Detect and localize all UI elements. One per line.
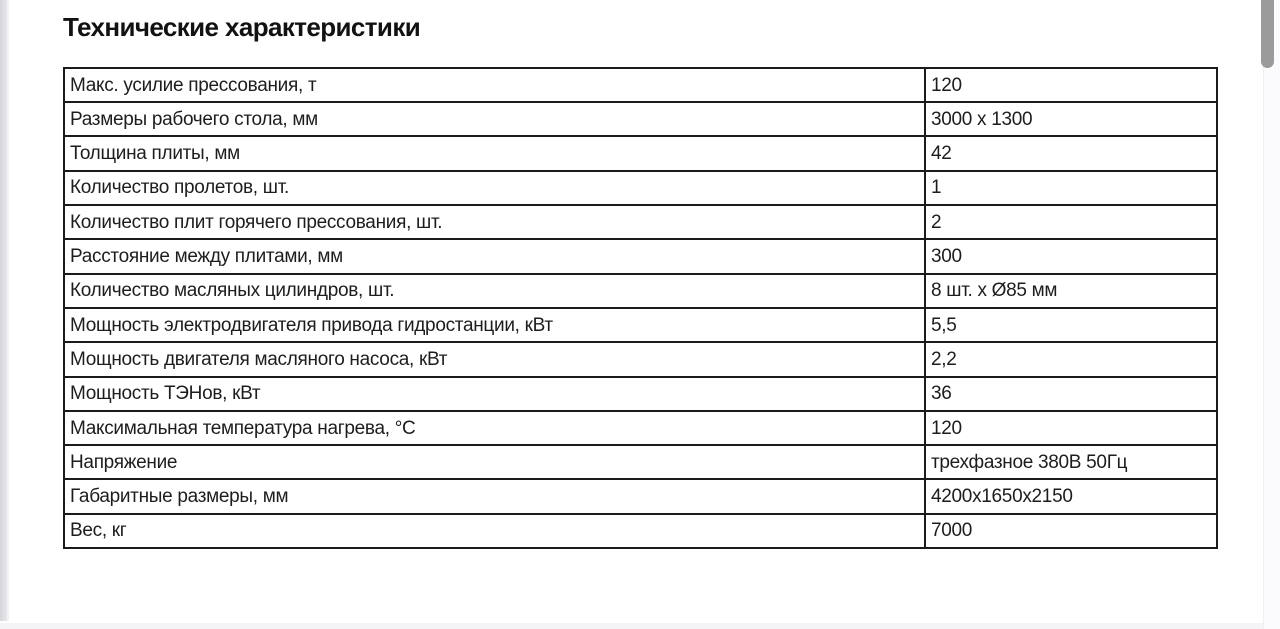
page-title: Технические характеристики <box>63 12 421 42</box>
spec-value: трехфазное 380В 50Гц <box>925 445 1217 479</box>
spec-value: 300 <box>925 239 1217 273</box>
spec-param: Количество плит горячего прессования, шт. <box>64 205 925 239</box>
spec-param: Размеры рабочего стола, мм <box>64 102 925 136</box>
table-row <box>64 239 1217 273</box>
spec-value: 1 <box>925 171 1217 205</box>
table-row <box>64 479 1217 513</box>
spec-param: Напряжение <box>64 445 925 479</box>
spec-param: Мощность ТЭНов, кВт <box>64 377 925 411</box>
spec-param: Мощность двигателя масляного насоса, кВт <box>64 342 925 376</box>
specs-table <box>63 67 1218 549</box>
table-row <box>64 411 1217 445</box>
table-row <box>64 377 1217 411</box>
spec-param: Мощность электродвигателя привода гидростанции, кВт <box>64 308 925 342</box>
spec-value: 2 <box>925 205 1217 239</box>
table-row <box>64 102 1217 136</box>
table-row <box>64 171 1217 205</box>
spec-param: Вес, кг <box>64 514 925 548</box>
spec-value: 36 <box>925 377 1217 411</box>
spec-value: 7000 <box>925 514 1217 548</box>
table-row <box>64 136 1217 170</box>
spec-param: Количество пролетов, шт. <box>64 171 925 205</box>
table-row <box>64 274 1217 308</box>
table-row <box>64 308 1217 342</box>
spec-param: Количество масляных цилиндров, шт. <box>64 274 925 308</box>
spec-value: 42 <box>925 136 1217 170</box>
spec-value: 8 шт. х Ø85 мм <box>925 274 1217 308</box>
spec-param: Толщина плиты, мм <box>64 136 925 170</box>
spec-value: 120 <box>925 68 1217 102</box>
table-row <box>64 445 1217 479</box>
spec-value: 120 <box>925 411 1217 445</box>
spec-param: Макс. усилие прессования, т <box>64 68 925 102</box>
spec-param: Максимальная температура нагрева, °С <box>64 411 925 445</box>
spec-value: 4200x1650x2150 <box>925 479 1217 513</box>
page-bottom-edge <box>0 623 1280 629</box>
page-left-edge <box>0 0 9 621</box>
scrollbar-thumb[interactable] <box>1261 0 1274 68</box>
spec-param: Габаритные размеры, мм <box>64 479 925 513</box>
table-row <box>64 342 1217 376</box>
table-row <box>64 68 1217 102</box>
scrollbar-track[interactable] <box>1263 0 1280 629</box>
spec-value: 3000 x 1300 <box>925 102 1217 136</box>
specs-section <box>63 0 1216 549</box>
table-row <box>64 205 1217 239</box>
spec-value: 5,5 <box>925 308 1217 342</box>
table-row <box>64 514 1217 548</box>
spec-value: 2,2 <box>925 342 1217 376</box>
spec-param: Расстояние между плитами, мм <box>64 239 925 273</box>
